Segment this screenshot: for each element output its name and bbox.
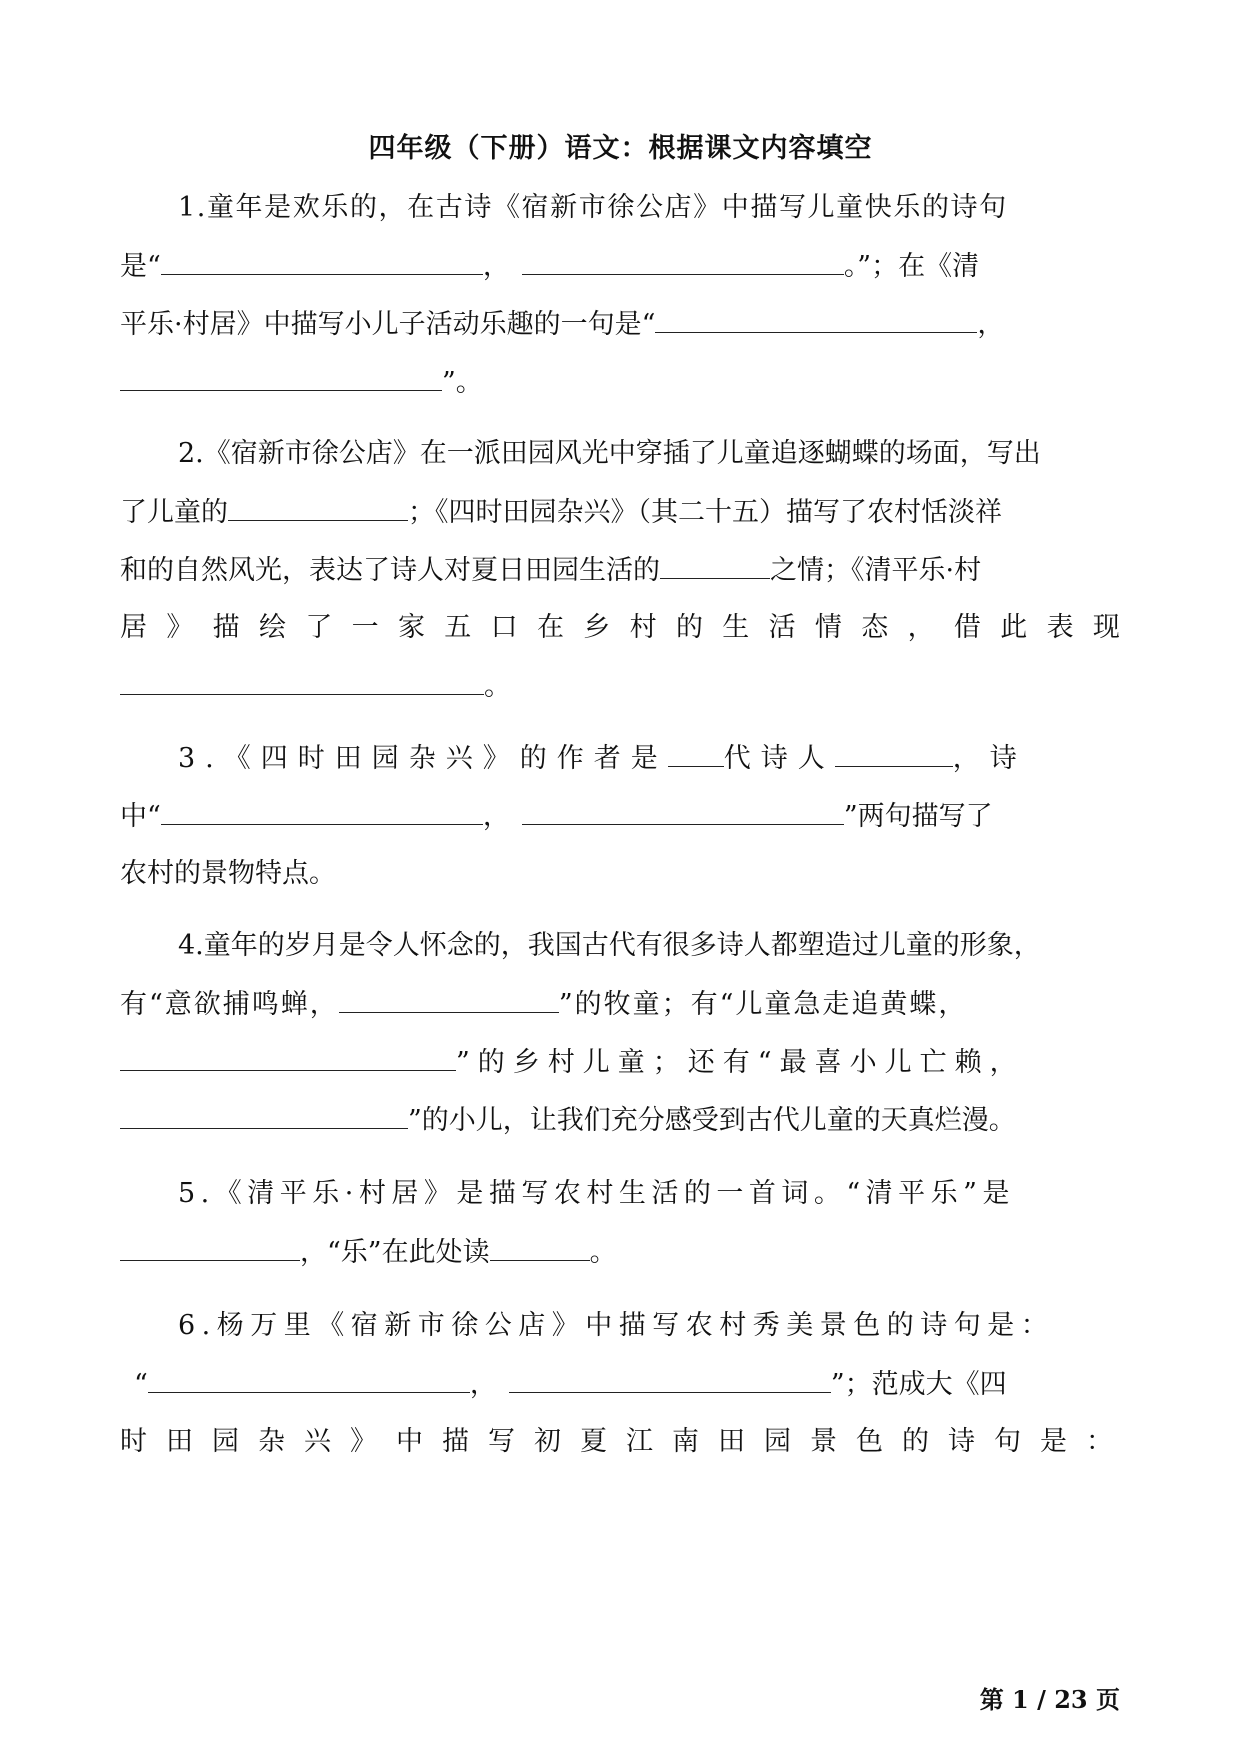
- q4-line-4: [120, 1102, 1120, 1139]
- q2-char: 了: [305, 612, 333, 643]
- page-title: 四年级（下册）语文：根据课文内容填空: [368, 133, 873, 164]
- q2-line-1: 2.《宿新市徐公店》在一派田园风光中穿插了儿童追逐蝴蝶的场面，写出: [178, 438, 1041, 469]
- q4-blank-1[interactable]: [339, 986, 559, 1013]
- q6-blank-1[interactable]: [148, 1366, 470, 1393]
- q2-char: 口: [490, 612, 518, 643]
- q3-text-b: 代诗人: [723, 743, 835, 774]
- q5-blank-1[interactable]: [120, 1234, 300, 1261]
- q2-char: 的: [675, 612, 703, 643]
- q2-char: 情: [814, 612, 842, 643]
- q1-text-a: 是“: [120, 251, 161, 282]
- q1-line-1: 1.童年是欢乐的，在古诗《宿新市徐公店》中描写儿童快乐的诗句: [178, 192, 1008, 223]
- q1-line-2: [120, 248, 1120, 285]
- q3-line-1: [178, 740, 1120, 777]
- q3-text-e: ，: [482, 801, 510, 832]
- q2-line-4: [120, 610, 1120, 646]
- q3-text-f: ”两句描写了: [843, 801, 993, 832]
- q3-blank-3[interactable]: [161, 798, 483, 825]
- q2-char: 活: [768, 612, 796, 643]
- q4-line-3: [120, 1044, 1120, 1081]
- q2-char: 绘: [258, 612, 286, 643]
- q2-blank-3[interactable]: [120, 668, 484, 695]
- q6-text-a: “: [134, 1369, 148, 1400]
- q3-line-3: 农村的景物特点。: [120, 858, 336, 889]
- q1-blank-1[interactable]: [161, 248, 483, 275]
- q6-line-3: 时田园杂兴》中描写初夏江南田园景色的诗句是：: [120, 1426, 1132, 1457]
- q4-blank-2[interactable]: [120, 1044, 456, 1071]
- q2-line-3: [120, 552, 1120, 589]
- q5-blank-2[interactable]: [490, 1234, 590, 1261]
- q1-blank-3[interactable]: [655, 306, 977, 333]
- q2-char: 家: [397, 612, 425, 643]
- q1-text-e: ，: [977, 309, 1005, 340]
- q3-blank-2[interactable]: [835, 740, 953, 767]
- q2-text-e: 。: [484, 671, 511, 702]
- q2-char: 描: [212, 612, 240, 643]
- q4-text-b: ”的牧童；有“儿童急走追黄蝶，: [558, 989, 968, 1020]
- q5-text-a: ，“乐”在此处读: [300, 1237, 490, 1268]
- q2-char: 借: [953, 612, 981, 643]
- q3-text-a: 3.《四时田园杂兴》的作者是: [178, 743, 668, 774]
- q5-line-2: [120, 1234, 1120, 1271]
- q1-text-b: ，: [482, 251, 510, 282]
- q3-text-d: 中“: [120, 801, 161, 832]
- q4-text-c: ”的乡村儿童；还有“最喜小儿亡赖，: [456, 1047, 1025, 1078]
- q2-blank-1[interactable]: [228, 494, 408, 521]
- q6-line-1: 6.杨万里《宿新市徐公店》中描写农村秀美景色的诗句是：: [178, 1310, 1055, 1341]
- q2-char: 乡: [583, 612, 611, 643]
- q4-text-a: 有“意欲捕鸣蝉，: [120, 989, 339, 1020]
- q2-char: 此: [1000, 612, 1028, 643]
- q3-line-2: [120, 798, 1120, 835]
- q6-text-c: ”；范成大《四: [830, 1369, 1007, 1400]
- q2-line-5: [120, 668, 1120, 705]
- q3-blank-4[interactable]: [522, 798, 844, 825]
- q2-char: ，: [907, 612, 935, 643]
- q1-text-f: ”。: [442, 367, 483, 398]
- q5-line-1: 5.《清平乐·村居》是描写农村生活的一首词。“清平乐”是: [178, 1178, 1015, 1209]
- q3-text-c: ，诗: [952, 743, 1027, 774]
- q4-line-2: [120, 986, 1120, 1023]
- q4-line-1: 4.童年的岁月是令人怀念的，我国古代有很多诗人都塑造过儿童的形象，: [178, 930, 1041, 961]
- q2-text-b: ；《四时田园杂兴》（其二十五）描写了农村恬淡祥: [408, 497, 1002, 528]
- q2-text-a: 了儿童的: [120, 497, 228, 528]
- page-number: 第 1 / 23 页: [979, 1685, 1120, 1714]
- q2-text-d: 之情；《清平乐·村: [770, 555, 982, 586]
- q2-char: 村: [629, 612, 657, 643]
- q1-text-c: 。”；在《清: [843, 251, 980, 282]
- q2-char: 生: [722, 612, 750, 643]
- q2-char: 五: [444, 612, 472, 643]
- q2-char: 居: [120, 612, 147, 643]
- q2-line-2: [120, 494, 1120, 531]
- q5-text-b: 。: [589, 1237, 617, 1268]
- q2-blank-2[interactable]: [660, 552, 770, 579]
- q4-text-d: ”的小儿，让我们充分感受到古代儿童的天真烂漫。: [408, 1105, 1016, 1136]
- q2-char: 表: [1046, 612, 1074, 643]
- q3-blank-1[interactable]: [668, 740, 724, 767]
- q2-char: 现: [1092, 612, 1120, 643]
- q1-line-4: [120, 364, 1120, 401]
- q6-line-2: [120, 1366, 1120, 1403]
- q2-char: 一: [351, 612, 379, 643]
- q1-line-3: [120, 306, 1120, 343]
- q1-blank-4[interactable]: [120, 364, 442, 391]
- q2-char: 》: [166, 612, 194, 643]
- q2-char: 态: [861, 612, 889, 643]
- q4-blank-3[interactable]: [120, 1102, 408, 1129]
- q2-text-c: 和的自然风光，表达了诗人对夏日田园生活的: [120, 555, 660, 586]
- q6-blank-2[interactable]: [509, 1366, 831, 1393]
- q1-blank-2[interactable]: [522, 248, 844, 275]
- q6-text-b: ，: [469, 1369, 497, 1400]
- q1-text-d: 平乐·村居》中描写小儿子活动乐趣的一句是“: [120, 309, 656, 340]
- q2-char: 在: [536, 612, 564, 643]
